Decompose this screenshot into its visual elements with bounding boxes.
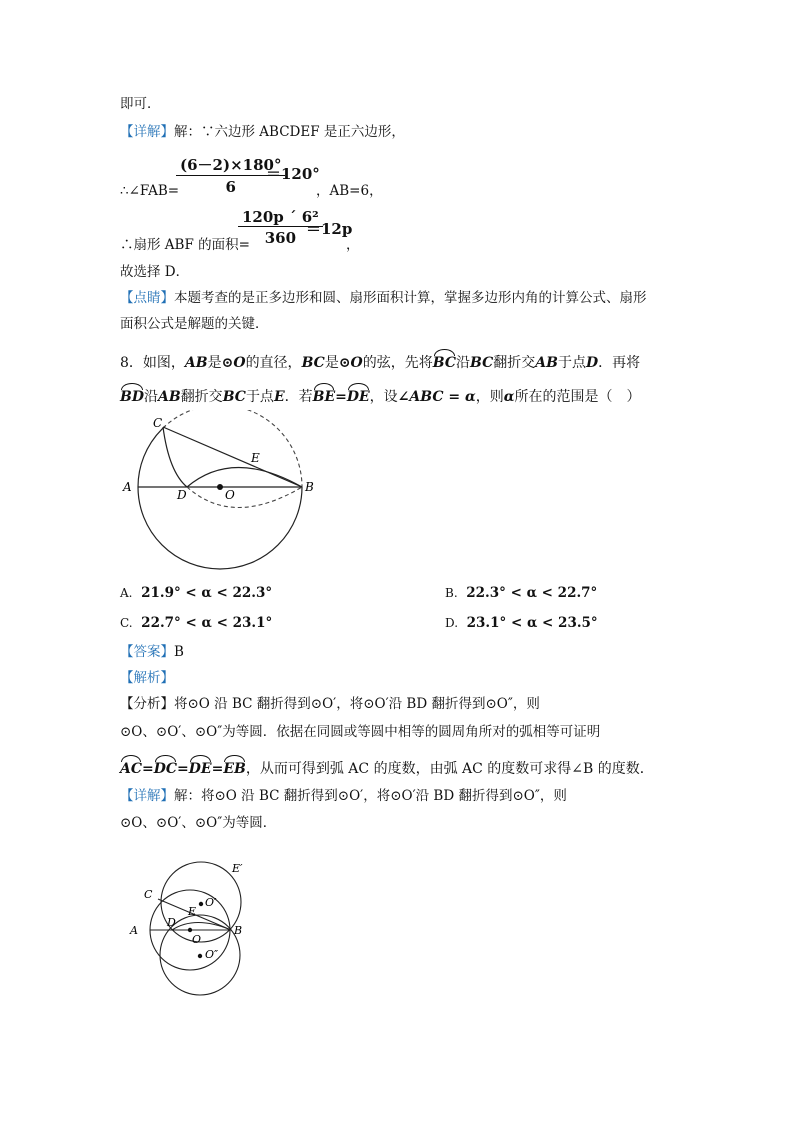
analysis-heading: 【解析】 <box>120 670 174 686</box>
analysis-line-3: AC=DC=DE=EB，从而可得到弧 AC 的度数，由弧 AC 的度数可求得∠B 的度数． <box>120 761 654 777</box>
option-c: C. 22.7° < α < 23.1° <box>120 615 273 631</box>
continuation-text: 即可． <box>120 96 161 112</box>
answer-line <box>120 644 184 662</box>
answer-tag: 【答案】 <box>120 644 174 660</box>
summary-text: 本题考查的是正多边形和圆、扇形面积计算，掌握多边形内角的计算公式、扇形 <box>174 290 647 306</box>
fig2-label-B: B <box>234 924 243 937</box>
sector-result: ＝12p <box>306 220 353 238</box>
figure-2-equal-circles <box>125 855 260 1005</box>
question-8-line-2: BD沿AB翻折交BC于点E．若BE=DE，设∠ABC = α，则α所在的范围是（ ） <box>120 389 641 405</box>
fab-numerator: (6－2)×180° <box>180 156 282 174</box>
summary-line <box>120 290 647 308</box>
fig2-label-O: O <box>192 933 202 946</box>
option-d: D. 23.1° < α < 23.5° <box>445 615 598 631</box>
fab-result: ＝120° <box>266 165 320 183</box>
fig2-label-O-dprime: O″ <box>205 948 219 961</box>
fig1-label-C: C <box>153 416 163 430</box>
detail-tag: 【详解】 <box>120 124 174 140</box>
detail-line <box>120 124 405 142</box>
analysis-line-1: 【分析】将⊙O 沿 BC 翻折得到⊙O′，将⊙O′沿 BD 翻折得到⊙O″，则 <box>120 696 540 712</box>
fig2-label-E-prime: E′ <box>232 862 243 875</box>
sector-suffix: ， <box>346 237 360 253</box>
summary-tag: 【点睛】 <box>120 290 174 306</box>
fig2-label-D: D <box>167 916 176 929</box>
detail-line-1: 【详解】解：将⊙O 沿 BC 翻折得到⊙O′，将⊙O′沿 BD 翻折得到⊙O″，则 <box>120 788 567 804</box>
fig2-label-C: C <box>144 888 153 901</box>
fig1-label-A: A <box>123 480 132 494</box>
fab-denominator: 6 <box>225 178 236 196</box>
detail-text: 解：∵六边形 ABCDEF 是正六边形， <box>174 124 405 140</box>
figure-1-fold-diagram <box>115 410 325 575</box>
sector-prefix: ∴扇形 ABF 的面积= <box>120 237 250 253</box>
fab-suffix: ，AB=6， <box>316 183 383 199</box>
sector-denominator: 360 <box>264 229 297 247</box>
fig2-label-O-prime: O′ <box>205 896 217 909</box>
fig1-label-D: D <box>177 488 187 502</box>
question-8-line-1: 8．如图，AB是⊙O的直径，BC是⊙O的弦，先将BC沿BC翻折交AB于点D．再将 <box>120 355 641 371</box>
summary-line-2: 面积公式是解题的关键． <box>120 316 269 332</box>
choice-line: 故选择 D． <box>120 264 190 280</box>
fab-prefix: ∴∠FAB= <box>120 183 180 199</box>
fig2-label-E: E <box>188 905 197 918</box>
option-a: A. 21.9° < α < 22.3° <box>120 585 273 601</box>
option-b: B. 22.3° < α < 22.7° <box>445 585 598 601</box>
fig2-label-A: A <box>130 924 138 937</box>
fig1-label-O: O <box>225 488 235 502</box>
fig1-label-B: B <box>305 480 314 494</box>
answer-value: B <box>174 644 184 660</box>
fig1-label-E: E <box>251 451 260 465</box>
detail-line-2: ⊙O、⊙O′、⊙O″为等圆． <box>120 815 277 831</box>
analysis-line-2: ⊙O、⊙O′、⊙O″为等圆．依据在同圆或等圆中相等的圆周角所对的弧相等可证明 <box>120 724 601 740</box>
sector-numerator: 120p ´ 6² <box>242 208 319 226</box>
